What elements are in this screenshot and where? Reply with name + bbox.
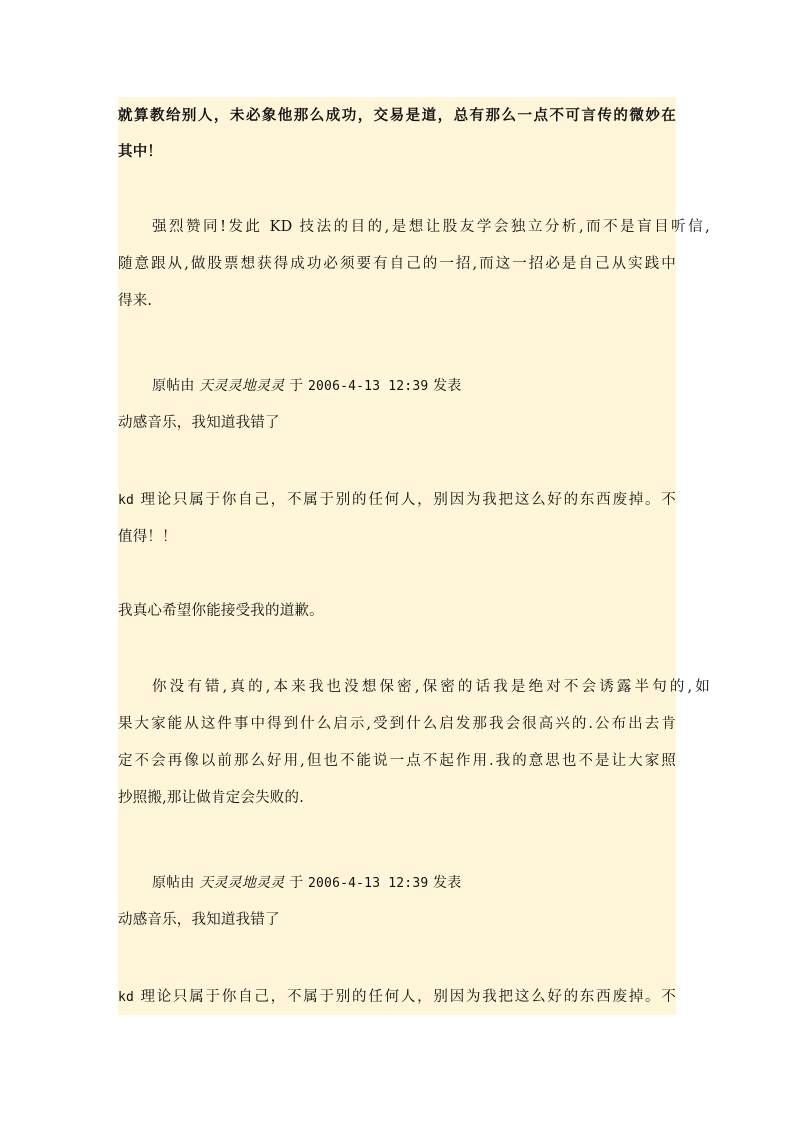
paragraph-line: 随意跟从,做股票想获得成功必须要有自己的一招,而这一招必是自己从实践中 <box>118 256 676 272</box>
paragraph-line: 你没有错,真的,本来我也没想保密,保密的话我是绝对不会诱露半句的,如 <box>152 679 710 695</box>
quote-reply-line: 动感音乐，我知道我错了 <box>118 912 280 928</box>
quote-reply-line: 动感音乐，我知道我错了 <box>118 415 280 431</box>
paragraph-line: 定不会再像以前那么好用,但也不能说一点不起作用.我的意思也不是让大家照 <box>118 753 676 769</box>
paragraph-line: 就算教给别人，未必象他那么成功，交易是道，总有那么一点不可言传的微妙在 <box>118 107 676 124</box>
quote-kd-line <box>118 490 676 511</box>
quote-suffix: 发表 <box>433 378 462 394</box>
quote-mid: 于 <box>289 378 304 394</box>
kd-line-text: 理论只属于你自己，不属于别的任何人，别因为我把这么好的东西废掉。不 <box>140 492 676 508</box>
paragraph-line: 其中！ <box>118 143 163 160</box>
quote-datetime: 2006-4-13 12:39 <box>307 876 429 891</box>
quote-mid: 于 <box>289 875 304 891</box>
quote-prefix: 原帖由 <box>152 378 195 394</box>
paragraph-line: 抄照搬,那让做肯定会失败的. <box>118 790 305 806</box>
quote-kd-line2: 值得！！ <box>118 529 177 545</box>
quote-header <box>118 873 710 894</box>
quote-author: 天灵灵地灵灵 <box>199 875 285 891</box>
quote-apology: 我真心希望你能接受我的道歉。 <box>118 603 324 619</box>
forum-post-panel <box>118 97 710 1015</box>
paragraph-line: 得来. <box>118 293 153 309</box>
quote-kd-line <box>118 987 676 1008</box>
kd-line-text: 理论只属于你自己，不属于别的任何人，别因为我把这么好的东西废掉。不 <box>140 989 676 1005</box>
quote-prefix: 原帖由 <box>152 875 195 891</box>
quote-datetime: 2006-4-13 12:39 <box>307 379 429 394</box>
quote-author: 天灵灵地灵灵 <box>199 378 285 394</box>
kd-prefix: kd <box>118 990 135 1005</box>
quote-header <box>118 376 710 397</box>
paragraph-line: 强烈赞同!发此 KD 技法的目的,是想让股友学会独立分析,而不是盲目听信, <box>152 219 710 235</box>
kd-prefix: kd <box>118 493 135 508</box>
paragraph-line: 果大家能从这件事中得到什么启示,受到什么启发那我会很高兴的.公布出去肯 <box>118 716 676 732</box>
quote-suffix: 发表 <box>433 875 462 891</box>
